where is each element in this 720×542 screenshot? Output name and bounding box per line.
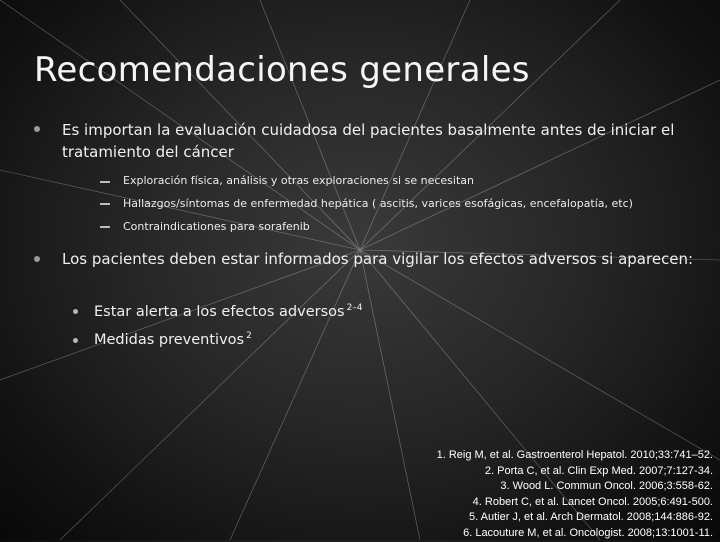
- sub-bullet-dot: [73, 338, 78, 343]
- citation-superscript: 2: [246, 331, 252, 341]
- reference-line: 3. Wood L. Commun Oncol. 2006;3:558-62.: [500, 480, 713, 493]
- bullet-dot: [34, 126, 40, 132]
- bullet-text: Es importan la evaluación cuidadosa del pacientes basalmente antes de iniciar el tratamiento del cáncer: [62, 121, 675, 161]
- bullet-dot: [34, 256, 40, 262]
- reference-line: 5. Autier J, et al. Arch Dermatol. 2008;144:886-92.: [469, 511, 713, 524]
- reference-line: 4. Robert C, et al. Lancet Oncol. 2005;6:491-500.: [472, 495, 713, 508]
- bullet-text: Los pacientes deben estar informados para vigilar los efectos adversos si aparecen:: [62, 250, 694, 268]
- dash-marker: [100, 226, 110, 228]
- sub-bullet-text: Medidas preventivos: [94, 332, 245, 348]
- sub-bullet-item: [94, 303, 363, 320]
- citation-superscript: 2–4: [346, 303, 363, 313]
- reference-line: 1. Reig M, et al. Gastroenterol Hepatol. 2010;33:741–52.: [436, 449, 713, 461]
- references-block: [373, 448, 713, 542]
- reference-line: 2. Porta C, et al. Clin Exp Med. 2007;7:127-34.: [484, 464, 713, 477]
- sub-bullet-text: Estar alerta a los efectos adversos: [94, 304, 345, 320]
- dash-marker: [100, 181, 110, 183]
- sub-bullet-text: Contraindicationes para sorafenib: [123, 220, 310, 233]
- sub-bullet-text: Hallazgos/síntomas de enfermedad hepática ( ascitis, varices esofágicas, encefalopatía, etc): [123, 197, 633, 210]
- sub-bullet-dot: [73, 309, 78, 314]
- slide-title: Recomendaciones generales: [34, 50, 530, 90]
- sub-bullet-text: Exploración física, análisis y otras exploraciones si se necesitan: [123, 174, 474, 187]
- reference-line: 6. Lacouture M, et al. Oncologist. 2008;13:1001-11.: [463, 526, 713, 539]
- dash-marker: [100, 203, 110, 205]
- sub-bullet-item: [94, 331, 252, 348]
